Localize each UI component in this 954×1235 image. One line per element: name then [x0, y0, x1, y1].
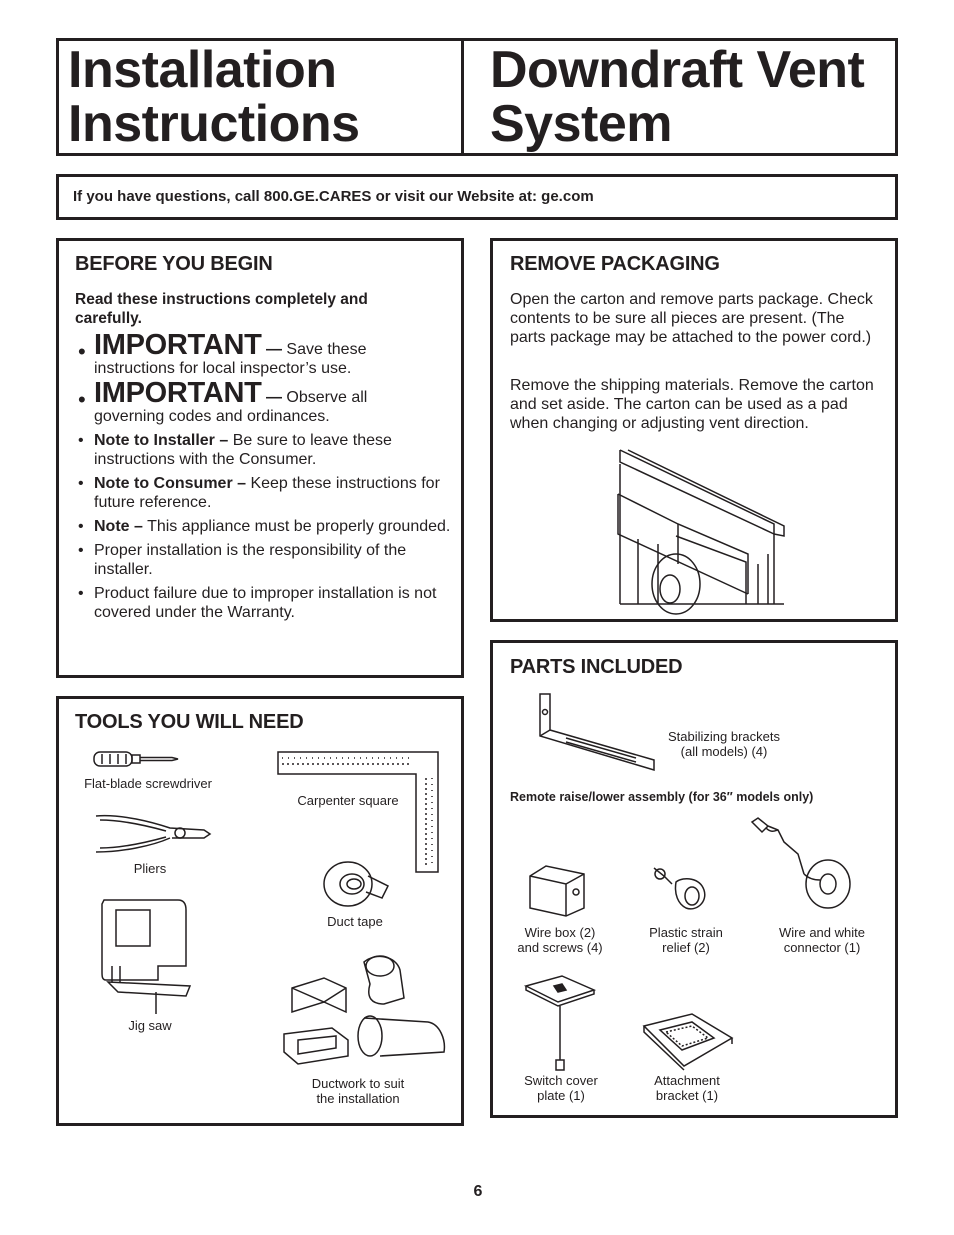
pliers-caption: Pliers [133, 861, 167, 876]
wire-connector-icon [748, 814, 852, 914]
wire-box-caption: Wire box (2) and screws (4) [517, 925, 603, 955]
before-you-begin-heading: BEFORE YOU BEGIN [75, 253, 273, 275]
page-title-left: Installation Instructions [68, 41, 360, 153]
list-item: • Note to Consumer – Keep these instructions for future reference. [75, 474, 455, 512]
list-item: • Note – This appliance must be properly grounded. [75, 517, 455, 536]
attachment-bracket-caption: Attachment bracket (1) [654, 1073, 720, 1103]
header-divider [461, 38, 464, 156]
switch-cover-plate-icon [522, 972, 596, 1072]
screwdriver-icon [92, 748, 182, 770]
ductwork-icon [280, 948, 456, 1068]
remote-assembly-note: Remote raise/lower assembly (for 36″ models only) [510, 790, 814, 804]
attachment-bracket-icon [640, 1010, 736, 1070]
contact-text: If you have questions, call 800.GE.CARES or visit our Website at: ge.com [73, 188, 594, 205]
jig-saw-icon [98, 896, 190, 1016]
strain-relief-caption: Plastic strain relief (2) [649, 925, 723, 955]
wire-box-icon [526, 862, 588, 920]
before-intro: Read these instructions completely and carefully. [75, 291, 368, 327]
list-item: • Note to Installer – Be sure to leave these instructions with the Consumer. [75, 431, 455, 469]
carpenter-square-caption: Carpenter square [297, 793, 399, 808]
list-item: • IMPORTANT — Save these instructions for local inspector’s use. [75, 336, 455, 378]
remove-packaging-para2: Remove the shipping materials. Remove the carton and set aside. The carton can be used as a pad when changing or adjusting vent direction. [510, 377, 874, 432]
stabilizing-bracket-caption: Stabilizing brackets (all models) (4) [668, 729, 780, 759]
list-item: • Product failure due to improper installation is not covered under the Warranty. [75, 584, 455, 622]
duct-tape-icon [322, 858, 392, 908]
stabilizing-bracket-icon [536, 690, 658, 772]
remove-packaging-heading: REMOVE PACKAGING [510, 253, 720, 275]
tools-heading: TOOLS YOU WILL NEED [75, 711, 304, 733]
list-item: • Proper installation is the responsibility of the installer. [75, 541, 455, 579]
screwdriver-caption: Flat-blade screwdriver [84, 776, 212, 791]
page-number: 6 [473, 1183, 483, 1200]
switch-cover-plate-caption: Switch cover plate (1) [524, 1073, 598, 1103]
ductwork-caption: Ductwork to suit the installation [311, 1076, 405, 1106]
downdraft-vent-illustration [598, 444, 794, 606]
remove-packaging-para1: Open the carton and remove parts package. Check contents to be sure all pieces are present. (The parts package may be attached to the power cord.) [510, 291, 873, 346]
duct-tape-caption: Duct tape [327, 914, 383, 929]
page-title-right: Downdraft Vent System [490, 41, 865, 153]
wire-connector-caption: Wire and white connector (1) [779, 925, 865, 955]
parts-heading: PARTS INCLUDED [510, 656, 683, 678]
before-list [75, 329, 455, 627]
strain-relief-icon [650, 864, 722, 916]
pliers-icon [92, 812, 212, 856]
carpenter-square-icon [276, 750, 440, 874]
list-item: • IMPORTANT — Observe all governing codes and ordinances. [75, 384, 455, 426]
jig-saw-caption: Jig saw [128, 1018, 172, 1033]
